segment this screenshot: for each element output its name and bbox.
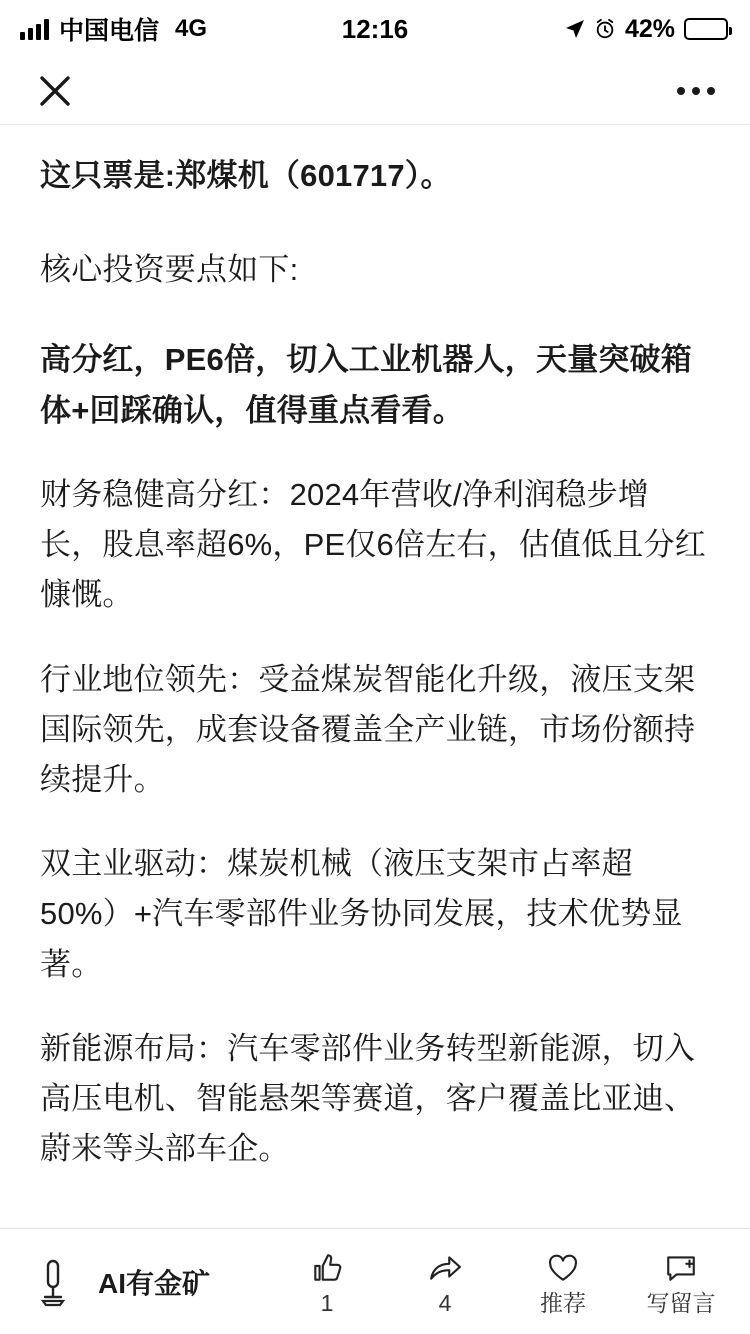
article-body — [0, 125, 750, 1228]
bottom-action-bar — [0, 1228, 750, 1334]
recommend-button[interactable] — [526, 1248, 600, 1315]
article-paragraph: 核心投资要点如下: — [40, 252, 299, 288]
comment-label: 写留言 — [646, 1290, 716, 1316]
article-paragraph: 高分红，PE6倍，切入工业机器人，天量突破箱体+回踩确认，值得重点看看。 — [40, 342, 692, 428]
share-button[interactable] — [408, 1248, 482, 1315]
article-paragraph: 这只票是:郑煤机（601717）。 — [40, 158, 452, 193]
signal-bars-icon — [20, 18, 49, 40]
like-button[interactable] — [290, 1248, 364, 1315]
status-bar-right — [565, 15, 728, 44]
battery-icon — [684, 18, 728, 40]
share-icon — [428, 1248, 462, 1288]
carrier-label: 中国电信 — [59, 17, 160, 45]
navigation-bar — [0, 58, 750, 124]
close-icon[interactable] — [32, 68, 78, 114]
status-bar — [0, 0, 750, 58]
alarm-clock-icon — [594, 18, 616, 40]
author-link[interactable] — [26, 1255, 210, 1309]
heart-icon — [546, 1248, 580, 1288]
article-paragraph: 双主业驱动：煤炭机械（液压支架市占率超50%）+汽车零部件业务协同发展，技术优势显著。 — [40, 846, 683, 982]
author-name: AI有金矿 — [98, 1267, 211, 1299]
network-type-label: 4G — [175, 15, 208, 42]
like-count: 1 — [320, 1290, 334, 1316]
avatar-icon — [26, 1255, 80, 1309]
thumbs-up-icon — [310, 1248, 344, 1288]
comment-button[interactable] — [644, 1248, 718, 1315]
share-count: 4 — [438, 1290, 452, 1316]
more-options-icon[interactable] — [668, 68, 724, 114]
article-paragraph: 新能源布局：汽车零部件业务转型新能源，切入高压电机、智能悬架等赛道，客户覆盖比亚迪、蔚来等头部车企。 — [40, 1030, 696, 1167]
battery-percent-label: 42% — [624, 14, 675, 43]
recommend-label: 推荐 — [540, 1290, 586, 1316]
status-bar-clock: 12:16 — [341, 13, 409, 44]
comment-icon — [664, 1248, 698, 1288]
location-arrow-icon — [565, 19, 585, 39]
article-paragraph: 财务稳健高分红：2024年营收/净利润稳步增长，股息率超6%，PE仅6倍左右，估值低且分红慷慨。 — [40, 476, 706, 613]
article-paragraph: 行业地位领先：受益煤炭智能化升级，液压支架国际领先，成套设备覆盖全产业链，市场份额持续提升。 — [40, 661, 696, 797]
status-bar-left — [20, 11, 207, 47]
action-buttons — [290, 1248, 724, 1315]
